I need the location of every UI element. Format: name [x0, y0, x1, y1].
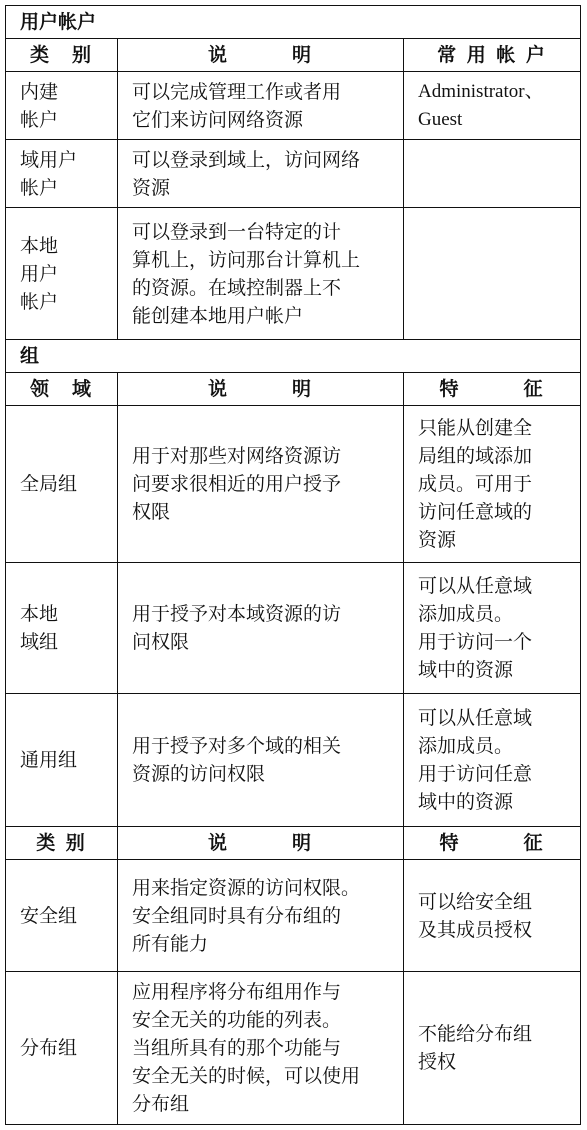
account-desc-cell: 可以登录到一台特定的计 算机上，访问那台计算机上 的资源。在域控制器上不 能创建本地用户帐户	[118, 208, 404, 340]
group-feature-cell: 可以从任意域 添加成员。 用于访问任意 域中的资源	[404, 694, 581, 827]
header-description: 说 明	[118, 373, 404, 406]
section-title-accounts: 用户帐户	[6, 6, 581, 39]
table-row	[6, 140, 581, 208]
table-row	[6, 563, 581, 694]
account-desc-cell: 可以登录到域上，访问网络 资源	[118, 140, 404, 208]
group-desc-cell: 用来指定资源的访问权限。 安全组同时具有分布组的 所有能力	[118, 860, 404, 972]
header-row-accounts	[6, 39, 581, 72]
account-type-cell: 域用户 帐户	[6, 140, 118, 208]
account-common-cell	[404, 208, 581, 340]
group-feature-cell: 不能给分布组 授权	[404, 972, 581, 1125]
table-row	[6, 208, 581, 340]
group-feature-cell: 可以从任意域 添加成员。 用于访问一个 域中的资源	[404, 563, 581, 694]
table-row	[6, 860, 581, 972]
header-type: 类 别	[6, 39, 118, 72]
header-common-accounts: 常 用 帐 户	[404, 39, 581, 72]
section-row-groups	[6, 340, 581, 373]
header-feature: 特 征	[404, 373, 581, 406]
account-common-cell: Administrator、 Guest	[404, 72, 581, 140]
header-feature: 特 征	[404, 827, 581, 860]
header-scope: 领 域	[6, 373, 118, 406]
group-feature-cell: 可以给安全组 及其成员授权	[404, 860, 581, 972]
accounts-groups-table	[5, 5, 581, 1125]
group-desc-cell: 用于对那些对网络资源访 问要求很相近的用户授予 权限	[118, 406, 404, 563]
group-desc-cell: 应用程序将分布组用作与 安全无关的功能的列表。 当组所具有的那个功能与 安全无关的时候，可以使用 分布组	[118, 972, 404, 1125]
group-feature-cell: 只能从创建全 局组的域添加 成员。可用于 访问任意域的 资源	[404, 406, 581, 563]
section-title-groups: 组	[6, 340, 581, 373]
table-row	[6, 406, 581, 563]
account-desc-cell: 可以完成管理工作或者用 它们来访问网络资源	[118, 72, 404, 140]
table-row	[6, 972, 581, 1125]
group-desc-cell: 用于授予对多个域的相关 资源的访问权限	[118, 694, 404, 827]
group-name-cell: 安全组	[6, 860, 118, 972]
group-name-cell: 本地 域组	[6, 563, 118, 694]
table-row	[6, 694, 581, 827]
header-description: 说 明	[118, 39, 404, 72]
header-row-scope	[6, 373, 581, 406]
header-group-type: 类 别	[6, 827, 118, 860]
header-description: 说 明	[118, 827, 404, 860]
group-name-cell: 全局组	[6, 406, 118, 563]
header-row-group-type	[6, 827, 581, 860]
section-row-accounts	[6, 6, 581, 39]
account-common-cell	[404, 140, 581, 208]
group-name-cell: 分布组	[6, 972, 118, 1125]
group-name-cell: 通用组	[6, 694, 118, 827]
table-row	[6, 72, 581, 140]
account-type-cell: 本地 用户 帐户	[6, 208, 118, 340]
account-type-cell: 内建 帐户	[6, 72, 118, 140]
group-desc-cell: 用于授予对本域资源的访 问权限	[118, 563, 404, 694]
